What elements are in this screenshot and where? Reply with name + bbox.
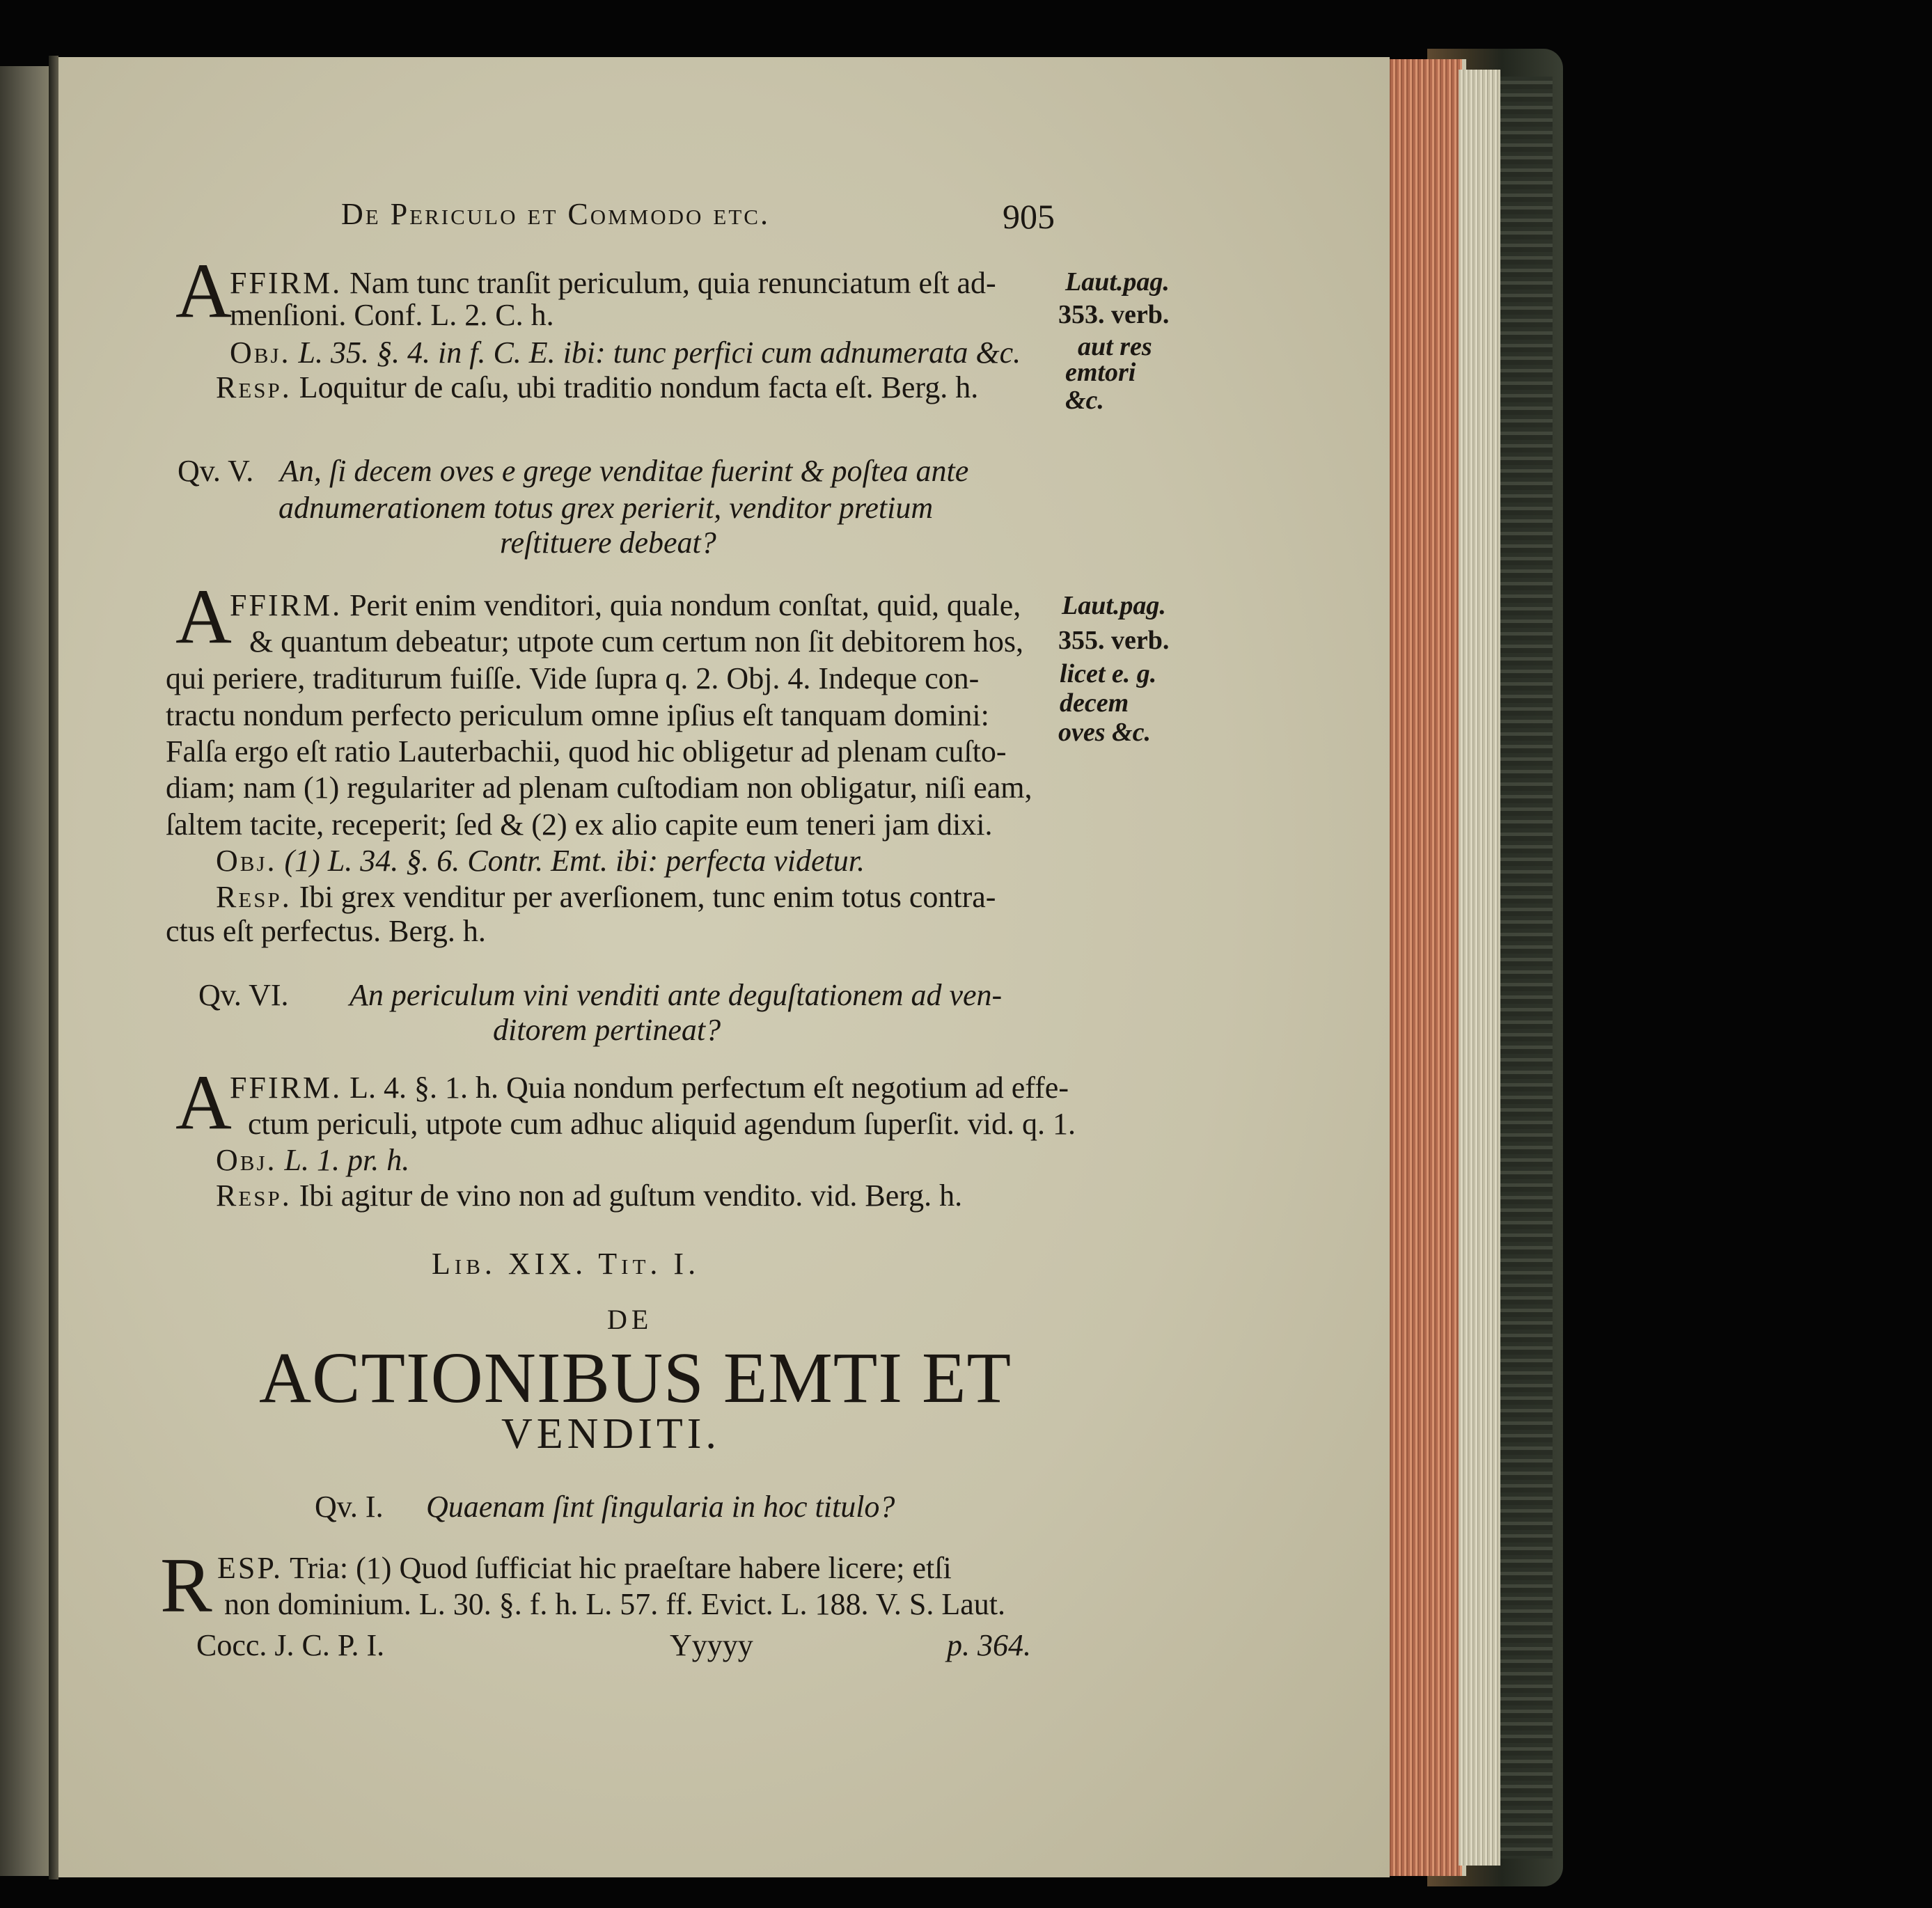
margin-note-1-line-4: emtori bbox=[1065, 358, 1136, 387]
margin-note-1-line-1: Laut.pag. bbox=[1065, 267, 1170, 297]
block4-line-2: non dominium. L. 30. §. f. h. L. 57. ff. Evict. L. 188. V. S. Laut. bbox=[224, 1587, 1005, 1621]
margin-note-2-line-1: Laut.pag. bbox=[1062, 591, 1166, 620]
affirm-label: FFIRM. bbox=[230, 588, 343, 622]
footer-gathering-mark: Yyyyy bbox=[670, 1628, 753, 1662]
margin-note-2-line-2: 355. verb. bbox=[1058, 626, 1170, 655]
block1-line-2: menſioni. Conf. L. 2. C. h. bbox=[230, 298, 554, 332]
obj-line-1 bbox=[230, 336, 1021, 370]
block2-line-2: & quantum debeatur; utpote cum certum non ſit debitorem hos, bbox=[249, 624, 1023, 659]
block3-line-1-text: L. 4. §. 1. h. Quia nondum perfectum eſt negotium ad effe- bbox=[350, 1071, 1069, 1105]
obj-line-2 bbox=[216, 844, 865, 878]
qv6-label: Qv. VI. bbox=[198, 978, 289, 1012]
qv5-label: Qv. V. bbox=[178, 454, 254, 488]
block2-line-1 bbox=[230, 588, 1021, 623]
block1-line-1-text: Nam tunc tranſit periculum, quia renunciatum eſt ad- bbox=[350, 266, 996, 300]
qv6-line-2: ditorem pertineat? bbox=[493, 1013, 721, 1047]
cover-texture bbox=[1497, 77, 1553, 1859]
block1-line-1 bbox=[230, 266, 996, 301]
affirm-label: FFIRM. bbox=[230, 266, 343, 300]
obj-text: L. 1. pr. h. bbox=[284, 1143, 410, 1177]
block4-line-1-text: Tria: (1) Quod ſufficiat hic praeſtare habere licere; etſi bbox=[290, 1551, 952, 1585]
drop-cap-a-1: A bbox=[175, 248, 232, 334]
qv1-label: Qv. I. bbox=[315, 1490, 384, 1524]
footer-signature: Cocc. J. C. P. I. bbox=[196, 1628, 385, 1662]
margin-note-2-line-3: licet e. g. bbox=[1060, 659, 1157, 688]
block2-line-7: ſaltem tacite, receperit; ſed & (2) ex alio capite eum teneri jam dixi. bbox=[166, 807, 993, 842]
qv5-line-3: reſtituere debeat? bbox=[500, 526, 716, 560]
resp-label: Resp. bbox=[216, 1178, 292, 1213]
block2-line-4: tractu nondum perfecto periculum omne ipſius eſt tanquam domini: bbox=[166, 698, 989, 732]
lib-tit-heading: Lib. XIX. Tit. I. bbox=[432, 1247, 700, 1281]
block2-line-3: qui periere, traditurum fuiſſe. Vide ſupra q. 2. Obj. 4. Indeque con- bbox=[166, 661, 980, 695]
running-head: De Periculo et Commodo etc. bbox=[341, 197, 770, 231]
margin-note-2-line-4: decem bbox=[1060, 688, 1129, 718]
title-de: DE bbox=[607, 1304, 653, 1335]
obj-label: Obj. bbox=[216, 844, 277, 878]
resp-label: ESP. bbox=[217, 1551, 283, 1585]
title-sub: VENDITI. bbox=[501, 1410, 721, 1458]
drop-cap-a-3: A bbox=[175, 1059, 232, 1146]
resp-line-1 bbox=[216, 370, 978, 405]
block3-line-1 bbox=[230, 1071, 1069, 1105]
footer-catchword: p. 364. bbox=[947, 1628, 1031, 1662]
drop-cap-r: R bbox=[160, 1543, 212, 1629]
obj-label: Obj. bbox=[216, 1143, 277, 1177]
left-page-edge bbox=[0, 66, 56, 1876]
block2-line-6: diam; nam (1) regulariter ad plenam cuſtodiam non obligatur, niſi eam, bbox=[166, 771, 1032, 805]
resp-text: Loquitur de caſu, ubi traditio nondum facta eſt. Berg. h. bbox=[299, 370, 979, 404]
margin-note-2-line-5: oves &c. bbox=[1058, 718, 1151, 747]
resp-line-2 bbox=[216, 880, 996, 915]
block2-line-5: Falſa ergo eſt ratio Lauterbachii, quod hic obligetur ad plenam cuſto- bbox=[166, 734, 1007, 768]
margin-note-1-line-2: 353. verb. bbox=[1058, 300, 1170, 329]
affirm-label: FFIRM. bbox=[230, 1071, 343, 1105]
obj-line-3 bbox=[216, 1143, 409, 1178]
red-page-edges bbox=[1385, 59, 1466, 1876]
resp-text: Ibi grex venditur per averſionem, tunc enim totus contra- bbox=[299, 880, 996, 914]
margin-note-1-line-5: &c. bbox=[1065, 386, 1104, 415]
book-gutter bbox=[49, 56, 58, 1879]
qv6-line-1: An periculum vini venditi ante deguſtationem ad ven- bbox=[350, 978, 1003, 1012]
page-number: 905 bbox=[1003, 197, 1055, 236]
qv5-line-1: An, ſi decem oves e grege venditae fuerint & poſtea ante bbox=[280, 454, 969, 488]
title-main: ACTIONIBUS EMTI ET bbox=[259, 1338, 1012, 1418]
resp-line-2b: ctus eſt perfectus. Berg. h. bbox=[166, 914, 486, 948]
block4-line-1 bbox=[217, 1551, 952, 1586]
resp-line-3 bbox=[216, 1178, 962, 1213]
block2-line-1-text: Perit enim venditori, quia nondum conſtat, quid, quale, bbox=[350, 588, 1021, 622]
qv1-text: Quaenam ſint ſingularia in hoc titulo? bbox=[426, 1490, 895, 1524]
block3-line-2: ctum periculi, utpote cum adhuc aliquid agendum ſuperſit. vid. q. 1. bbox=[248, 1107, 1076, 1141]
obj-text: (1) L. 34. §. 6. Contr. Emt. ibi: perfecta videtur. bbox=[284, 844, 865, 878]
qv5-line-2: adnumerationem totus grex perierit, venditor pretium bbox=[278, 491, 934, 525]
margin-note-1-line-3: aut res bbox=[1078, 332, 1152, 361]
resp-label: Resp. bbox=[216, 880, 292, 914]
obj-text: L. 35. §. 4. in f. C. E. ibi: tunc perfici cum adnumerata &c. bbox=[298, 336, 1021, 370]
resp-text: Ibi agitur de vino non ad guſtum vendito. vid. Berg. h. bbox=[299, 1178, 963, 1213]
obj-label: Obj. bbox=[230, 336, 291, 370]
page-stack-edges bbox=[1459, 70, 1500, 1866]
resp-label: Resp. bbox=[216, 370, 292, 404]
drop-cap-a-2: A bbox=[175, 574, 232, 660]
